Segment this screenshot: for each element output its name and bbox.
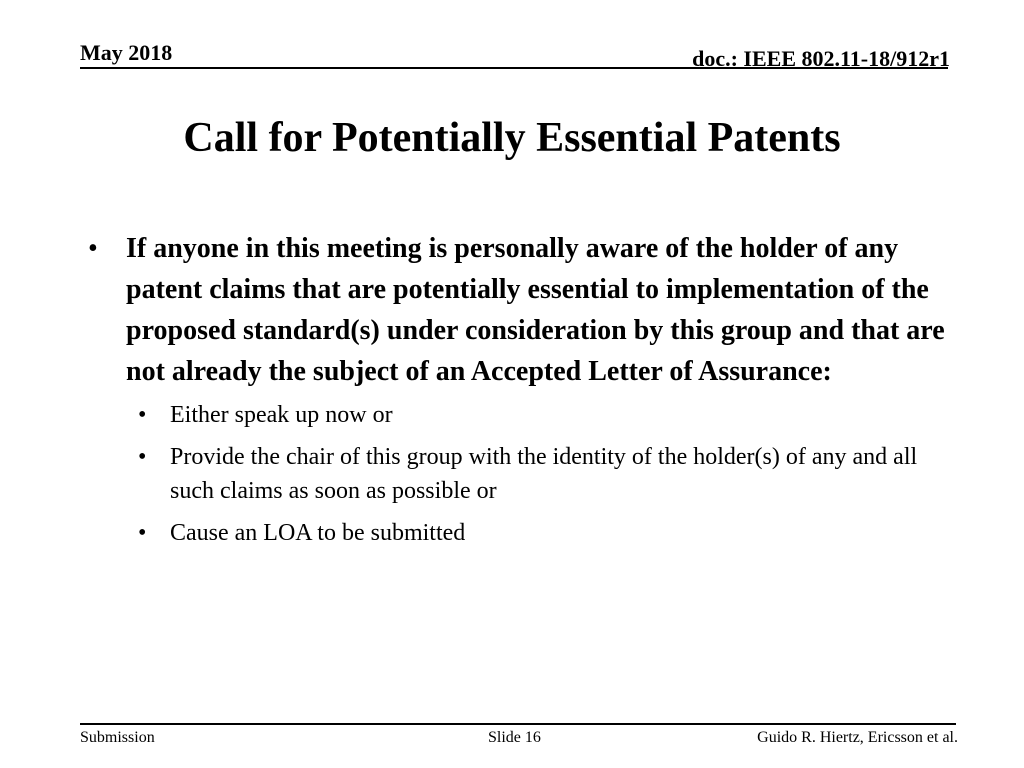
- bullet-icon: •: [138, 520, 147, 546]
- bullet-icon: •: [138, 444, 147, 470]
- header-doc-id: doc.: IEEE 802.11-18/912r1: [692, 46, 950, 71]
- bullet-icon: •: [138, 402, 147, 428]
- sub-bullet-text: Either speak up now or: [170, 402, 393, 428]
- footer-author: Guido R. Hiertz, Ericsson et al.: [757, 729, 958, 746]
- sub-bullet-item: [138, 398, 952, 432]
- slide-title: Call for Potentially Essential Patents: [183, 115, 841, 161]
- bullet-icon: •: [88, 233, 98, 264]
- sub-bullet-item: [138, 440, 952, 508]
- sub-bullet-list: [82, 398, 952, 550]
- main-bullet-text: If anyone in this meeting is personally aware of the holder of any patent claims that are potentially essential to implementation of the proposed standard(s) under consideration by this group and that are not already the subject of an Accepted Letter of Assurance:: [126, 233, 945, 387]
- header-date: May 2018: [80, 40, 173, 65]
- footer-submission: Submission: [80, 729, 155, 746]
- footer-slide-number: Slide 16: [488, 729, 541, 746]
- footer-divider: [80, 723, 956, 725]
- sub-bullet-item: [138, 516, 952, 550]
- sub-bullet-text: Cause an LOA to be submitted: [170, 520, 466, 546]
- sub-bullet-text: Provide the chair of this group with the identity of the holder(s) of any and all such claims as soon as possible or: [170, 444, 918, 504]
- header-divider: [80, 67, 948, 69]
- main-bullet: [82, 228, 952, 392]
- slide-body: [82, 228, 952, 558]
